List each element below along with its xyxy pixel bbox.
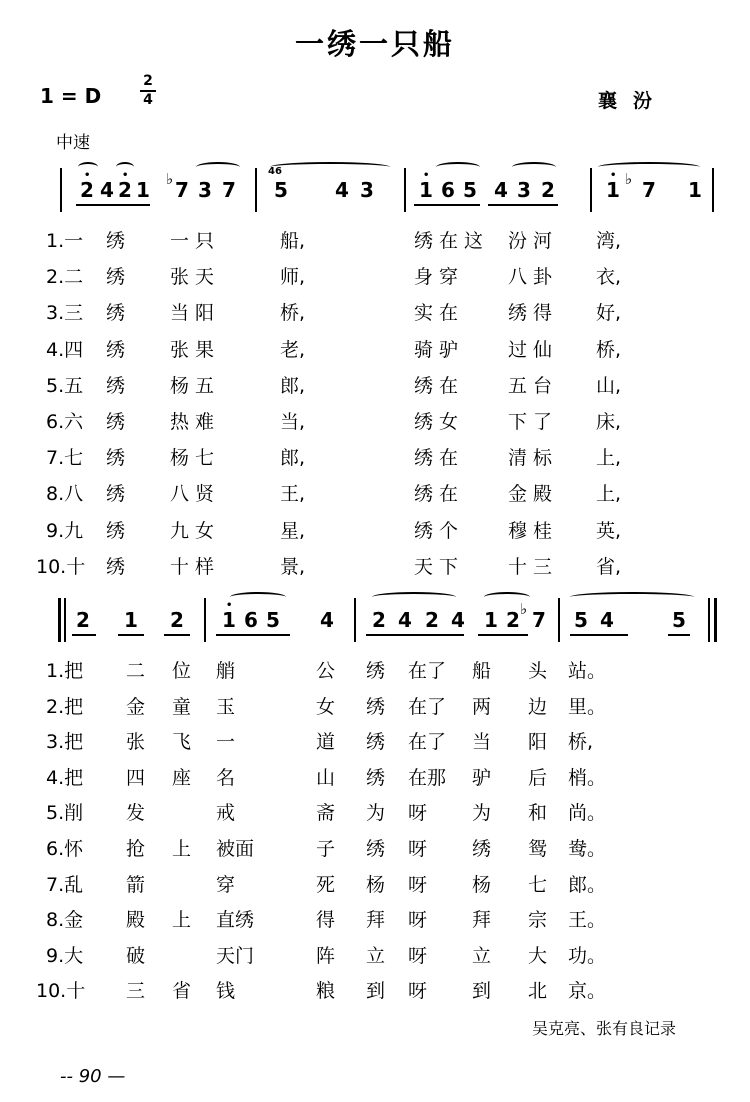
lyric-cell: 梢。 [568,766,607,789]
lyric-cell: 桥, [280,302,306,325]
lyric-cell: 呀 [408,944,428,967]
song-title: 一绣一只船 [294,27,455,61]
lyric-cell: 杨 [366,873,386,896]
beam-line [668,634,690,636]
lyric-cell: 王, [280,483,306,506]
lyric-cell: 名 [216,766,236,789]
grace-notes: 46 [268,166,282,177]
staff2-note: 4 [398,608,412,632]
lyric-cell: 2.二 [46,266,84,289]
lyric-cell: 被面 [216,838,255,860]
lyric-cell: 阵 [316,944,336,967]
lyric-cell: 当, [280,411,306,433]
lyric-cell: 呀 [408,909,428,932]
verse2-line [0,834,750,868]
lyric-cell: 立 [472,944,492,967]
lyric-cell: 京。 [568,980,607,1003]
lyric-cell: 4.把 [46,766,84,789]
lyric-cell: 老, [280,338,306,361]
lyric-cell: 呀 [408,838,428,860]
lyric-cell: 8.八 [46,483,84,506]
beam-line [488,204,558,206]
lyric-cell: 到 [472,980,492,1003]
lyric-cell: 绣女 [414,411,465,433]
lyric-cell: 郎, [280,447,306,470]
verse1-line [0,298,750,332]
lyric-cell: 穿 [216,873,236,896]
lyric-cell: 阳 [528,731,548,754]
lyric-cell: 绣在 [414,374,465,397]
octave-dot: • [84,170,91,181]
beam-line [164,634,190,636]
staff2-note: 2 [76,608,90,632]
slur-mark [230,592,286,602]
beam-line [478,634,528,636]
lyric-cell: 汾河 [508,230,559,252]
bar-line [64,598,66,642]
verse1-line [0,371,750,405]
lyric-cell: 公 [316,660,336,682]
lyric-cell: 戒 [216,802,236,825]
verse2-line [0,870,750,904]
staff2-note: 2 [506,608,520,632]
lyric-cell: 三 [126,980,146,1003]
lyric-cell: 在了 [408,695,447,718]
lyric-cell: 绣 [366,695,386,718]
lyric-cell: 骑驴 [414,338,465,361]
verse1-line [0,226,750,260]
staff2-note: 4 [320,608,334,632]
verse1-line [0,552,750,586]
octave-dot: • [610,170,617,181]
bar-line [58,598,61,642]
bar-line [255,168,257,212]
lyric-cell: 北 [528,980,548,1003]
lyric-cell: 10.十 [36,980,86,1003]
lyric-cell: 上, [596,483,622,506]
lyric-cell: 绣 [106,555,126,578]
lyric-cell: 艄 [216,660,236,682]
bar-line [714,598,717,642]
staff2-note: 7 [532,608,546,632]
lyric-cell: 床, [596,411,622,433]
lyric-cell: 师, [280,266,306,289]
slur-mark [372,592,456,602]
lyric-cell: 天门 [216,944,255,967]
time-signature-top: 2 [143,73,153,89]
lyric-cell: 得 [316,909,336,932]
beam-line [72,634,96,636]
lyric-cell: 3.三 [46,302,84,325]
lyric-cell: 一只 [170,230,221,252]
lyric-cell: 绣 [106,338,126,361]
lyric-cell: 绣在 [414,483,465,506]
slur-mark [78,162,98,172]
staff2-note: 2 [372,608,386,632]
lyric-cell: 5.削 [46,802,84,825]
lyric-cell: 清标 [508,447,559,470]
lyric-cell: 绣 [366,731,386,754]
staff1-note: 6 [441,178,455,202]
tempo-marking: 中速 [56,133,90,153]
lyric-cell: 好, [596,302,622,325]
staff1-note: 4 [335,178,349,202]
lyric-cell: 省, [596,555,622,578]
lyric-cell: 七 [528,873,548,896]
beam-line [76,204,150,206]
lyric-cell: 张果 [170,338,221,361]
lyric-cell: 鸳 [528,838,548,860]
slur-mark [116,162,134,172]
lyric-cell: 绣 [472,838,492,860]
staff1-note: 3 [360,178,374,202]
lyric-cell: 当 [472,731,492,754]
lyric-cell: 上, [596,447,622,470]
lyric-cell: 飞 [172,731,192,754]
staff1-note: 2 [80,178,94,202]
lyric-cell: 实在 [414,302,465,325]
lyric-cell: 6.六 [46,411,84,433]
slur-mark [270,162,390,172]
bar-line [590,168,592,212]
lyric-cell: 绣 [106,230,126,252]
slur-mark [570,592,694,602]
lyric-cell: 山, [596,374,622,397]
lyric-cell: 省 [172,980,192,1003]
verse1-line [0,335,750,369]
region-label: 襄汾 [598,90,669,112]
lyric-cell: 船, [280,230,306,252]
lyric-cell: 一 [216,731,236,754]
lyric-cell: 里。 [568,695,607,718]
lyric-cell: 绣在 [414,447,465,470]
verse1-line [0,443,750,477]
lyric-cell: 为 [472,802,492,825]
lyric-cell: 死 [316,873,336,896]
lyric-cell: 桥, [568,731,594,754]
bar-line [558,598,560,642]
lyric-cell: 宗 [528,909,548,932]
lyric-cell: 边 [528,695,548,718]
lyric-cell: 绣 [366,766,386,789]
lyric-cell: 四 [126,766,146,789]
lyric-cell: 绣 [106,519,126,542]
lyric-cell: 绣 [106,483,126,506]
lyric-cell: 呀 [408,980,428,1003]
staff2-note: 1 [222,608,236,632]
lyric-cell: 绣在这 [414,230,490,252]
verse2-line [0,976,750,1010]
lyric-cell: 八贤 [170,483,221,506]
lyric-cell: 座 [172,766,192,789]
lyric-cell: 金殿 [508,483,559,506]
verse1-line [0,516,750,550]
lyric-cell: 在了 [408,660,447,682]
lyric-cell: 殿 [126,909,146,932]
lyric-cell: 站。 [568,660,607,682]
lyric-cell: 桥, [596,338,622,361]
lyric-cell: 7.七 [46,447,84,470]
lyric-cell: 女 [316,695,336,718]
flat-sign: ♭ [166,170,174,188]
lyric-cell: 位 [172,660,192,682]
verse2-line [0,692,750,726]
lyric-cell: 山 [316,766,336,789]
lyric-cell: 10.十 [36,555,86,578]
staff1-note: 1 [419,178,433,202]
lyric-cell: 9.九 [46,519,84,542]
beam-line [414,204,480,206]
lyric-cell: 二 [126,660,146,682]
lyric-cell: 尚。 [568,802,607,825]
verse2-line [0,941,750,975]
time-signature-bottom: 4 [143,92,153,108]
lyric-cell: 绣 [106,447,126,470]
lyric-cell: 绣 [366,660,386,682]
staff1-note: 5 [463,178,477,202]
lyric-cell: 8.金 [46,909,84,932]
lyric-cell: 钱 [216,980,236,1003]
lyric-cell: 郎。 [568,873,607,896]
lyric-cell: 九女 [170,519,221,542]
lyric-cell: 和 [528,802,548,825]
slur-mark [436,162,480,172]
lyric-cell: 衣, [596,266,622,289]
bar-line [60,168,62,212]
lyric-cell: 过仙 [508,338,559,361]
staff1-note: 7 [175,178,189,202]
lyric-cell: 王。 [568,909,607,932]
lyric-cell: 船 [472,660,492,682]
staff1-note: 3 [198,178,212,202]
lyric-cell: 十三 [508,555,559,578]
lyric-cell: 郎, [280,374,306,397]
lyric-cell: 玉 [216,695,236,718]
lyric-cell: 景, [280,555,306,578]
lyric-cell: 道 [316,731,336,754]
staff1-note: 1 [688,178,702,202]
slur-mark [512,162,556,172]
lyric-cell: 功。 [568,944,607,967]
verse1-line [0,479,750,513]
lyric-cell: 星, [280,519,306,542]
lyric-cell: 绣 [106,374,126,397]
verse2-line [0,763,750,797]
lyric-cell: 湾, [596,230,622,252]
lyric-cell: 八卦 [508,266,559,289]
lyric-cell: 破 [126,944,146,967]
lyric-cell: 杨 [472,873,492,896]
lyric-cell: 杨七 [170,447,221,470]
staff2-note: 5 [574,608,588,632]
staff2-note: 6 [244,608,258,632]
lyric-cell: 拜 [472,909,492,932]
lyric-cell: 张天 [170,266,221,289]
verse2-line [0,905,750,939]
lyric-cell: 6.怀 [46,838,84,860]
verse2-line [0,798,750,832]
lyric-cell: 绣 [106,266,126,289]
verse2-line [0,656,750,690]
lyric-cell: 7.乱 [46,873,84,896]
staff1-note: 7 [642,178,656,202]
staff1-note: 1 [606,178,620,202]
staff2-note: 2 [425,608,439,632]
lyric-cell: 箭 [126,873,146,896]
slur-mark [598,162,700,172]
staff2-note: 1 [124,608,138,632]
lyric-cell: 天下 [414,555,465,578]
lyric-cell: 2.把 [46,695,84,718]
lyric-cell: 斋 [316,802,336,825]
lyric-cell: 绣个 [414,519,465,542]
bar-line [354,598,356,642]
lyric-cell: 拜 [366,909,386,932]
lyric-cell: 后 [528,766,548,789]
lyric-cell: 下了 [508,411,559,433]
lyric-cell: 穆桂 [508,519,559,542]
lyric-cell: 五台 [508,374,559,397]
lyric-cell: 子 [316,838,336,860]
lyric-cell: 绣 [106,411,126,433]
bar-line [204,598,206,642]
staff2-note: 2 [170,608,184,632]
staff1-note: 5 [274,178,288,202]
lyric-cell: 9.大 [46,944,84,967]
key-signature: 1 = D [40,84,102,108]
lyric-cell: 童 [172,695,192,718]
lyric-cell: 英, [596,519,622,542]
lyric-cell: 呀 [408,802,428,825]
staff1-note: 7 [222,178,236,202]
staff1-note: 2 [541,178,555,202]
staff1-note: 3 [517,178,531,202]
beam-line [366,634,464,636]
lyric-cell: 抢 [126,838,146,860]
lyric-cell: 5.五 [46,374,84,397]
flat-sign: ♭ [625,170,633,188]
lyric-cell: 绣 [106,302,126,325]
beam-line [118,634,144,636]
lyric-cell: 金 [126,695,146,718]
recorder-credit: 吴克亮、张有良记录 [531,1019,676,1038]
lyric-cell: 立 [366,944,386,967]
bar-line [404,168,406,212]
staff1-note: 1 [136,178,150,202]
staff2-note: 4 [451,608,465,632]
lyric-cell: 呀 [408,873,428,896]
staff2-note: 5 [266,608,280,632]
staff2-note: 4 [600,608,614,632]
verse1-line [0,262,750,296]
lyric-cell: 3.把 [46,731,84,754]
staff1-note: 4 [100,178,114,202]
lyric-cell: 粮 [316,980,336,1003]
page-number: -- 90 — [60,1066,126,1087]
lyric-cell: 驴 [472,766,492,789]
lyric-cell: 为 [366,802,386,825]
octave-dot: • [226,600,233,611]
verse2-line [0,727,750,761]
lyric-cell: 上 [172,838,192,860]
staff1-note: 4 [494,178,508,202]
time-signature [140,74,156,108]
lyric-cell: 在那 [408,766,447,789]
lyric-cell: 4.四 [46,338,84,361]
lyric-cell: 到 [366,980,386,1003]
lyric-cell: 十样 [170,555,221,578]
lyric-cell: 1.把 [46,660,84,682]
octave-dot: • [423,170,430,181]
staff1-note: 2 [118,178,132,202]
lyric-cell: 大 [528,944,548,967]
bar-line [712,168,714,212]
bar-line [708,598,710,642]
staff2-note: 1 [484,608,498,632]
verse1-line [0,407,750,441]
lyric-cell: 张 [126,731,146,754]
lyric-cell: 两 [472,695,492,718]
lyric-cell: 1.一 [46,230,84,252]
staff2-note: 5 [672,608,686,632]
lyric-cell: 绣得 [508,302,559,325]
beam-line [216,634,290,636]
lyric-cell: 杨五 [170,374,221,397]
lyric-cell: 头 [528,660,548,682]
octave-dot: • [122,170,129,181]
slur-mark [196,162,240,172]
lyric-cell: 发 [126,802,146,825]
lyric-cell: 当阳 [170,302,221,325]
lyric-cell: 直绣 [216,909,255,932]
lyric-cell: 绣 [366,838,386,860]
lyric-cell: 鸯。 [568,838,607,860]
lyric-cell: 身穿 [414,266,465,289]
lyric-cell: 热难 [170,411,221,433]
lyric-cell: 在了 [408,731,447,754]
beam-line [570,634,628,636]
lyric-cell: 上 [172,909,192,932]
flat-sign: ♭ [520,600,528,618]
